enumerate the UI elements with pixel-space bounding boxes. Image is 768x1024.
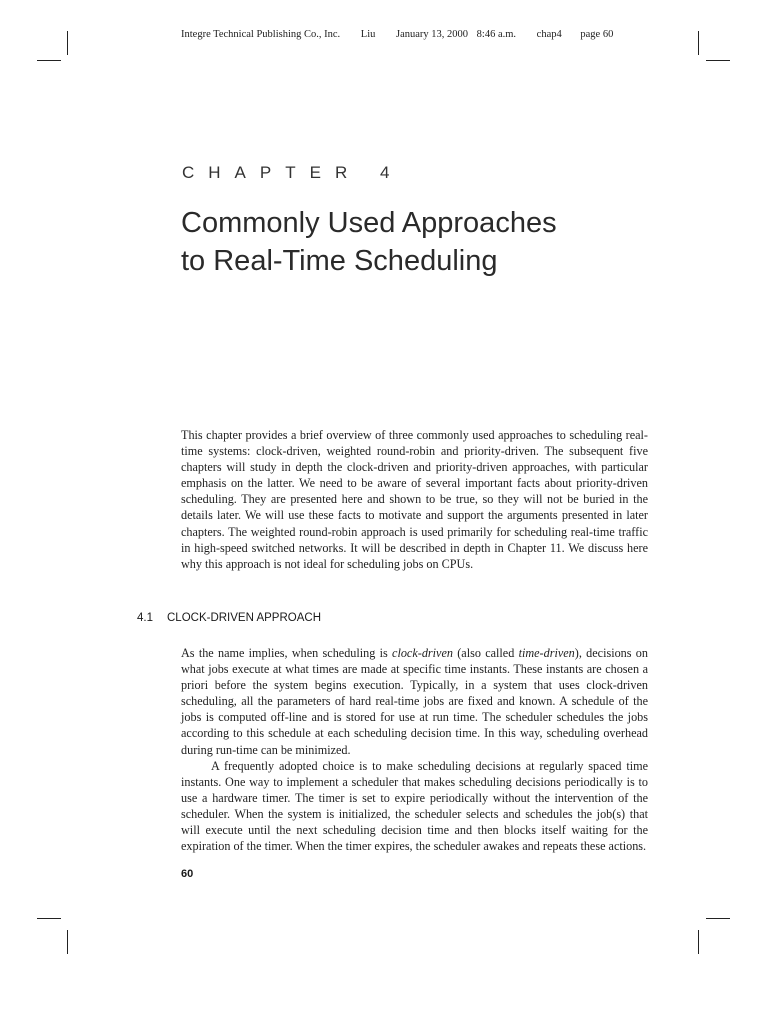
intro-paragraph: This chapter provides a brief overview of three commonly used approaches to scheduling real-time systems: clock-driven, weighted round-robin and priority-driven. The subsequent five chapters will study in depth the clock-driven and priority-driven approaches, with particular emphasis on the latter. We need to be aware of several important facts about priority-driven scheduling. They are presented here and shown to be true, so they will not be buried in the details later. We will use these facts to motivate and support the arguments presented in later chapters. The weighted round-robin approach is used primarily for scheduling real-time traffic in high-speed switched networks. It will be described in depth in Chapter 11. We discuss here why this approach is not ideal for scheduling jobs on CPUs. bbox=[181, 428, 648, 571]
section-number: 4.1 bbox=[137, 612, 153, 624]
body-paragraph-1-part-b: (also called bbox=[452, 646, 519, 660]
chapter-title-line-1: Commonly Used Approaches bbox=[181, 207, 557, 239]
crop-mark-bottom-right-horizontal bbox=[706, 918, 730, 919]
running-head-author: Liu bbox=[360, 29, 376, 40]
chapter-title-line-2: to Real-Time Scheduling bbox=[181, 245, 498, 277]
running-head-publisher: Integre Technical Publishing Co., Inc. bbox=[181, 29, 341, 40]
body-paragraph-1-part-c: ), decisions on what jobs execute at what times are made at specific time instants. These instants are chosen a priori before the system begins execution. Typically, in a system that uses clock-driven scheduling, all the parameters of hard real-time jobs are fixed and known. A schedule of the jobs is computed off-line and is stored for use at run time. The scheduler schedules the jobs according to this schedule at each scheduling decision time. In this way, scheduling overhead during run-time can be minimized. bbox=[181, 646, 648, 757]
crop-mark-top-left-vertical bbox=[67, 31, 68, 55]
body-paragraph-1 bbox=[181, 645, 648, 758]
body-paragraph-2: A frequently adopted choice is to make scheduling decisions at regularly spaced time instants. One way to implement a scheduler that makes scheduling decisions periodically is to use a hardware timer. The timer is set to expire periodically without the intervention of the scheduler. When the system is initialized, the scheduler selects and schedules the job(s) that will execute until the next scheduling decision time and then blocks itself waiting for the expiration of the timer. When the timer expires, the scheduler awakes and repeats these actions. bbox=[181, 758, 648, 854]
crop-mark-top-right-horizontal bbox=[706, 60, 730, 61]
running-head-time: 8:46 a.m. bbox=[476, 29, 517, 40]
page-number: 60 bbox=[181, 868, 194, 880]
section-heading bbox=[137, 612, 321, 624]
running-head-page: page 60 bbox=[580, 29, 614, 40]
chapter-label: CHAPTER 4 bbox=[182, 163, 404, 182]
crop-mark-top-right-vertical bbox=[698, 31, 699, 55]
running-head-file: chap4 bbox=[536, 29, 562, 40]
running-head-date: January 13, 2000 bbox=[396, 29, 469, 40]
term-clock-driven: clock-driven bbox=[392, 646, 453, 660]
running-head bbox=[181, 29, 613, 40]
section-title: CLOCK-DRIVEN APPROACH bbox=[167, 612, 322, 624]
crop-mark-top-left-horizontal bbox=[37, 60, 61, 61]
section-body bbox=[181, 645, 648, 854]
body-paragraph-1-part-a: As the name implies, when scheduling is bbox=[181, 646, 393, 660]
chapter-title bbox=[181, 204, 681, 280]
term-time-driven: time-driven bbox=[518, 646, 575, 660]
crop-mark-bottom-left-vertical bbox=[67, 930, 68, 954]
crop-mark-bottom-right-vertical bbox=[698, 930, 699, 954]
crop-mark-bottom-left-horizontal bbox=[37, 918, 61, 919]
